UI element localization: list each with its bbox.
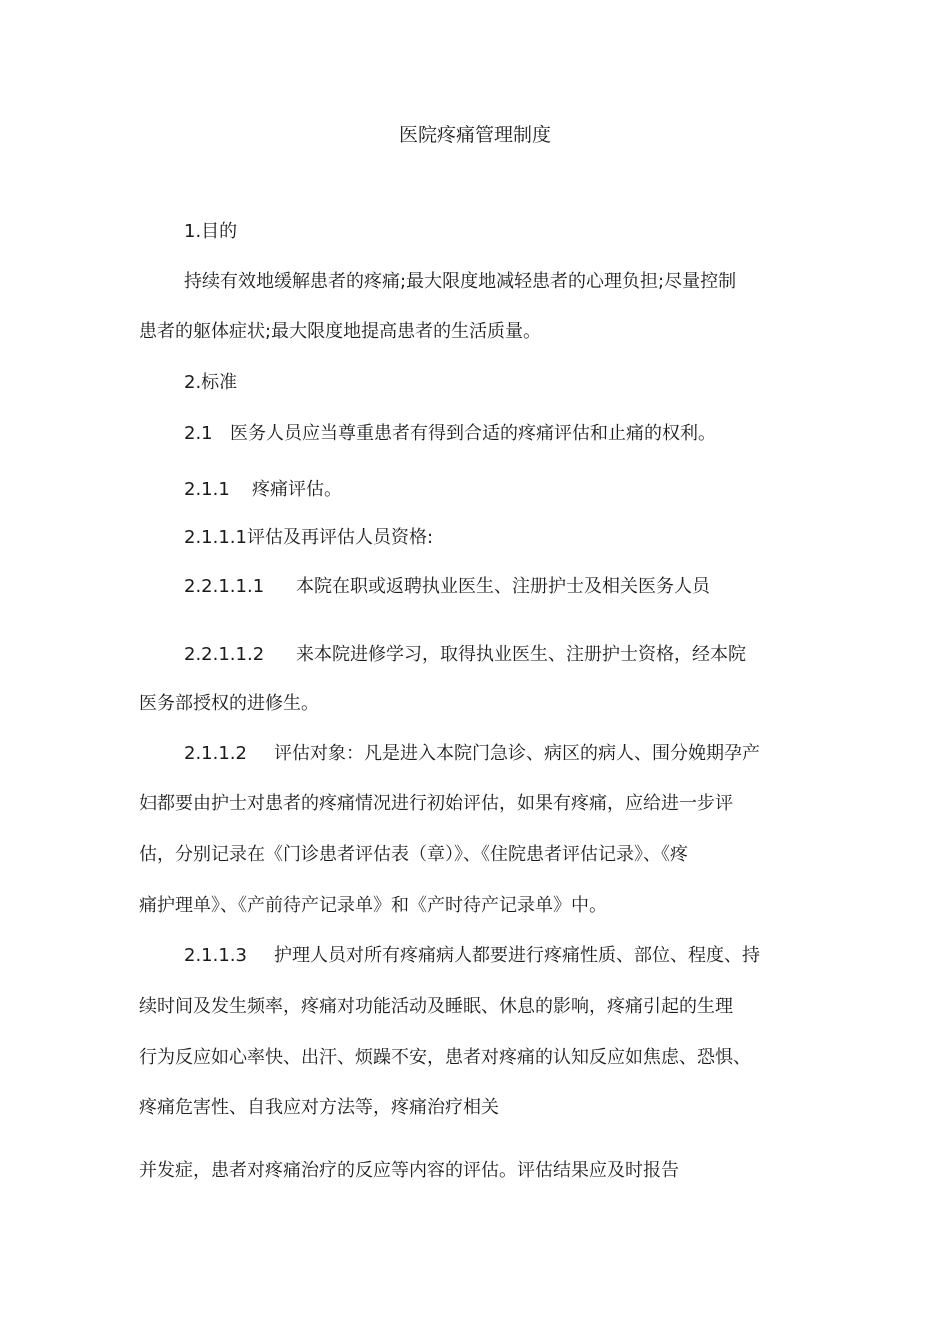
paragraph-line: 续时间及发生频率，疼痛对功能活动及睡眠、休息的影响，疼痛引起的生理 <box>139 996 733 1017</box>
paragraph-line: 并发症，患者对疼痛治疗的反应等内容的评估。评估结果应及时报告 <box>139 1160 679 1181</box>
section-heading-standard: 2.标准 <box>184 372 238 393</box>
paragraph-line: 患者的躯体症状;最大限度地提高患者的生活质量。 <box>139 321 542 342</box>
clause-2-1-1-3 <box>184 942 760 970</box>
clause-text: 本院在职或返聘执业医生、注册护士及相关医务人员 <box>296 576 710 597</box>
clause-text: 护理人员对所有疼痛病人都要进行疼痛性质、部位、程度、持 <box>274 945 760 966</box>
clause-text: 医务人员应当尊重患者有得到合适的疼痛评估和止痛的权利。 <box>230 423 716 444</box>
clause-2-2-1-1-1 <box>184 573 710 601</box>
paragraph-line: 估，分别记录在《门诊患者评估表（章）》、《住院患者评估记录》、《疼 <box>139 844 688 865</box>
clause-2-2-1-1-2 <box>184 641 746 669</box>
clause-text: 疼痛评估。 <box>252 479 342 500</box>
clause-text: 评估对象：凡是进入本院门急诊、病区的病人、围分娩期孕产 <box>274 743 760 764</box>
clause-2-1-1 <box>184 476 342 504</box>
document-title: 医院疼痛管理制度 <box>398 124 551 146</box>
paragraph-line: 持续有效地缓解患者的疼痛;最大限度地减轻患者的心理负担;尽量控制 <box>184 271 737 292</box>
clause-number: 2.1.1.3 <box>184 945 247 966</box>
clause-2-1-1-2 <box>184 740 760 768</box>
clause-number: 2.2.1.1.2 <box>184 644 265 665</box>
clause-number: 2.1.1 <box>184 479 230 500</box>
paragraph-line: 疼痛危害性、自我应对方法等，疼痛治疗相关 <box>139 1097 499 1118</box>
clause-number: 2.1.1.2 <box>184 743 247 764</box>
clause-2-1-1-1: 2.1.1.1评估及再评估人员资格: <box>184 527 434 548</box>
paragraph-line: 痛护理单》、《产前待产记录单》和《产时待产记录单》中。 <box>139 895 607 916</box>
paragraph-line: 妇都要由护士对患者的疼痛情况进行初始评估，如果有疼痛，应给进一步评 <box>139 793 733 814</box>
section-heading-purpose: 1.目的 <box>184 221 238 242</box>
paragraph-line: 医务部授权的进修生。 <box>139 693 319 714</box>
paragraph-line: 行为反应如心率快、出汗、烦躁不安，患者对疼痛的认知反应如焦虑、恐惧、 <box>139 1047 751 1068</box>
clause-number: 2.2.1.1.1 <box>184 576 265 597</box>
clause-2-1 <box>184 420 716 448</box>
clause-text: 来本院进修学习，取得执业医生、注册护士资格，经本院 <box>296 644 746 665</box>
clause-number: 2.1 <box>184 423 213 444</box>
